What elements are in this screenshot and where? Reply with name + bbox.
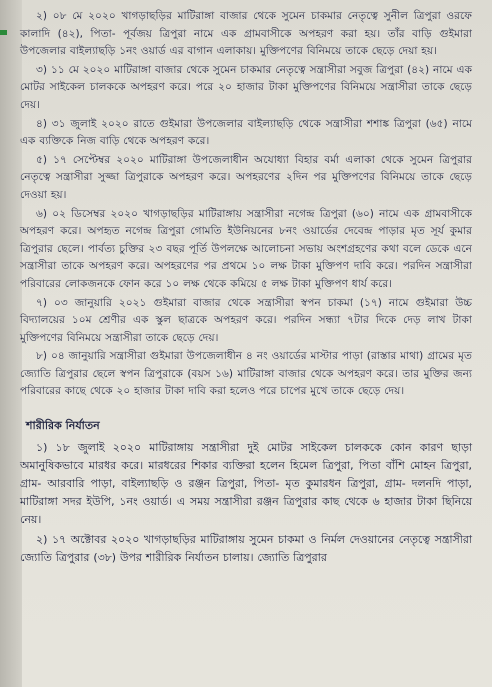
paragraph-abduction-3: ৩) ১১ মে ২০২০ মাটিরাঙ্গা বাজার থেকে সুমেন চাকমার নেতৃত্বে সন্ত্রাসীরা সবুজ ত্রিপুরা (৪২) নামে এক মোটর সাইকেল চালককে অপহরণ করে। পরে ২০ হাজার টাকা মুক্তিপণের বিনিময়ে সন্ত্রাসীরা তাকে ছেড়ে দেয়। <box>20 63 472 111</box>
green-edge-mark <box>0 30 7 35</box>
page-binding-edge <box>0 0 22 687</box>
paragraph-abduction-6: ৬) ০২ ডিসেম্বর ২০২০ খাগড়াছড়ির মাটিরাঙ্গায় সন্ত্রাসীরা নগেন্দ্র ত্রিপুরা (৬০) নামে এক গ্রামবাসীকে অপহরণ করে। অপহৃত নগেন্দ্র ত্রিপুরা গোমতি ইউনিয়নের ৮নং ওয়ার্ডের দেবেন্দ্র পাড়ার মৃত সূর্য কুমার ত্রিপুরার ছেলে। পার্বত্য চুক্তির ২৩ বছর পূর্তি উপলক্ষে আলোচনা সভায় অংশগ্রহণের কথা বলে ডেকে এনে সন্ত্রাসীরা তাকে অপহরণ করে। অপহরণের পর প্রথমে ১০ লক্ষ টাকা মুক্তিপণ দাবি করে। পরদিন সন্ত্রাসীরা পরিবারের লোকজনকে ফোন করে ১০ লক্ষ থেকে কমিয়ে ৫ লক্ষ টাকা মুক্তিপণ ধার্য করে। <box>20 207 472 290</box>
paragraph-abduction-2: ২) ০৮ মে ২০২০ খাগড়াছড়ির মাটিরাঙ্গা বাজার থেকে সুমেন চাকমার নেতৃত্বে সুনীল ত্রিপুরা ওরফে কালাদি (৪২), পিতা- পূর্বজয় ত্রিপুরা নামে এক গ্রামবাসীকে অপহরণ করা হয়। তাঁর বাড়ি গুইমারা উপজেলার বাইল্যাছড়ি ১নং ওয়ার্ড এর বাগান এলাকায়। মুক্তিপণের বিনিময়ে তাকে ছেড়ে দেয়া হয়। <box>20 10 472 58</box>
paragraph-torture-1: ১) ১৮ জুলাই ২০২০ মাটিরাঙ্গায় সন্ত্রাসীরা দুই মোটর সাইকেল চালককে কোন কারণ ছাড়া অমানুষিকভাবে মারধর করে। মারধরের শিকার ব্যক্তিরা হলেন হিমেল ত্রিপুরা, পিতা বাঁশি মোহন ত্রিপুরা, গ্রাম- আরবারি পাড়া, বাইল্যাছড়ি ও রঞ্জন ত্রিপুরা, পিতা- মৃত কুমারধন ত্রিপুরা, গ্রাম- দলনদি পাড়া, মাটিরাঙ্গা সদর ইউপি, ১নং ওয়ার্ড। এ সময় সন্ত্রাসীরা রঞ্জন ত্রিপুরার কাছ থেকে ৬ হাজার টাকা ছিনিয়ে নেয়। <box>20 440 472 527</box>
paragraph-abduction-7: ৭) ০৩ জানুয়ারি ২০২১ গুইমারা বাজার থেকে সন্ত্রাসীরা স্বপন চাকমা (১৭) নামে গুইমারা উচ্চ বিদ্যালয়ের ১০ম শ্রেণীর এক স্কুল ছাত্রকে অপহরণ করে। পরদিন সন্ধ্যা ৭টার দিকে দেড় লাখ টাকা মুক্তিপণের বিনিময়ে সন্ত্রাসীরা তাকে ছেড়ে দেয়। <box>20 296 472 344</box>
paragraph-torture-2: ২) ১৭ অক্টোবর ২০২০ খাগড়াছড়ির মাটিরাঙ্গায় সুমেন চাকমা ও নির্মল দেওয়ানের নেতৃত্বে সন্ত্রাসীরা জ্যোতি ত্রিপুরার (৩৮) উপর শারীরিক নির্যাতন চালায়। জ্যোতি ত্রিপুরার <box>20 532 472 564</box>
section-heading-physical-torture: শারীরিক নির্যাতন <box>26 419 100 433</box>
paragraph-abduction-5: ৫) ১৭ সেপ্টেম্বর ২০২০ মাটিরাঙ্গা উপজেলাধীন অযোধ্যা বিহার বর্মা এলাকা থেকে সুমেন ত্রিপুরার নেতৃত্বে সন্ত্রাসীরা সুজ্জা ত্রিপুরাকে অপহরণ করে। অপহরণের ২দিন পর মুক্তিপণের বিনিময়ে তাকে ছেড়ে দেওয়া হয়। <box>20 153 472 201</box>
paragraph-abduction-8: ৮) ০৪ জানুয়ারি সন্ত্রাসীরা গুইমারা উপজেলাধীন ৪ নং ওয়ার্ডের মাস্টার পাড়া (রাস্তার মাথা) গ্রামের মৃত জ্যোতি ত্রিপুরার ছেলে স্বপন ত্রিপুরাকে (বয়স ১৬) মাটিরাঙ্গা বাজার থেকে অপহরণ করে। তার মুক্তির জন্য পরিবারের কাছে থেকে ২০ হাজার টাকা দাবি করা হলেও পরে চাপের মুখে তাকে ছেড়ে দেয়। <box>20 350 472 398</box>
document-body <box>20 8 472 567</box>
paragraph-abduction-4: ৪) ৩১ জুলাই ২০২০ রাতে গুইমারা উপজেলার বাইল্যাছড়ি থেকে সন্ত্রাসীরা শশাঙ্ক ত্রিপুরা (৬৫) নামে এক ব্যক্তিকে নিজ বাড়ি থেকে অপহরণ করে। <box>20 117 472 148</box>
